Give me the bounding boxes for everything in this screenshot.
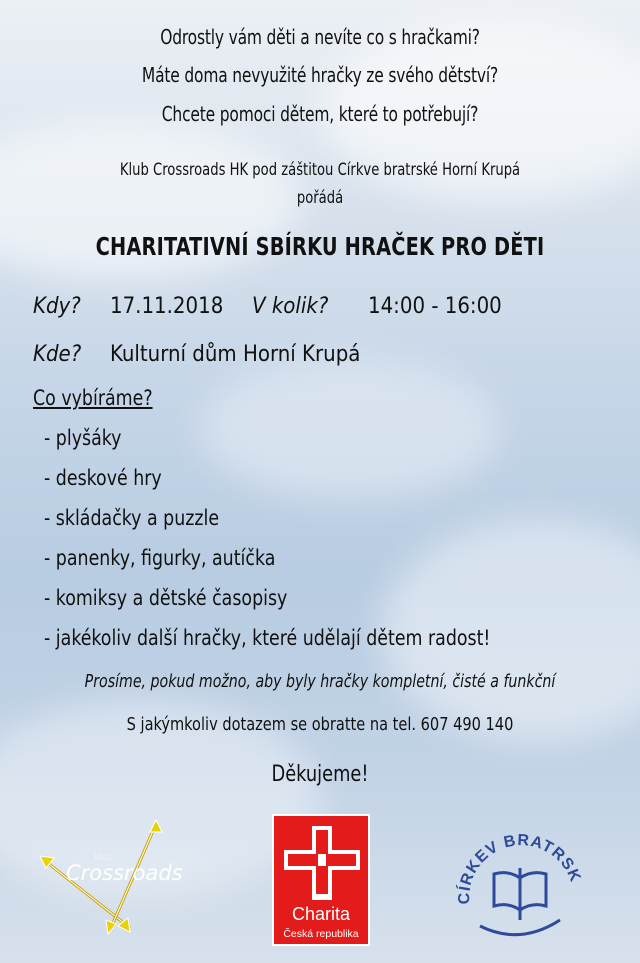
when-value: 17.11.2018 (110, 294, 224, 319)
charita-title: Charita (291, 904, 351, 924)
when-label: Kdy? (33, 294, 81, 319)
charita-cross-logo (274, 820, 368, 906)
intro-question-1: Odrostly vám děti a nevíte co s hračkami? (160, 25, 480, 49)
charita-subtitle: Česká republika (283, 928, 359, 940)
collect-item: - deskové hry (44, 466, 162, 491)
church-logo (450, 816, 590, 944)
open-book-logo (450, 816, 590, 944)
time-value: 14:00 - 16:00 (368, 294, 502, 319)
crossroads-name-text: Crossroads (66, 861, 183, 885)
crossroads-klub-text: klub (94, 853, 114, 863)
crossroads-cross-logo (22, 808, 222, 938)
collect-item: - plyšáky (44, 426, 122, 451)
intro-question-3: Chcete pomoci dětem, které to potřebují? (161, 102, 479, 126)
contact-text: S jakýmkoliv dotazem se obratte na tel. 607 490 140 (126, 714, 514, 735)
crossroads-logo (22, 808, 222, 938)
thanks-text: Děkujeme! (271, 762, 369, 787)
charita-logo (272, 814, 370, 946)
organizer-line: Klub Crossroads HK pod záštitou Církve bratrské Horní Krupá (119, 160, 521, 180)
collect-item: - skládačky a puzzle (44, 506, 220, 531)
where-label: Kde? (33, 342, 82, 367)
time-label: V kolik? (252, 294, 329, 319)
event-headline: CHARITATIVNÍ SBÍRKU HRAČEK PRO DĚTI (95, 232, 545, 261)
church-name-text: CÍRKEV BRATRSK (456, 832, 584, 905)
collect-item: - komiksy a dětské časopisy (44, 586, 288, 611)
organizer-verb: pořádá (296, 188, 344, 208)
intro-question-2: Máte doma nevyužité hračky ze svého dětství? (141, 63, 499, 87)
note-text: Prosíme, pokud možno, aby byly hračky kompletní, čisté a funkční (84, 672, 556, 692)
collect-item: - jakékoliv další hračky, které udělají dětem radost! (44, 626, 491, 651)
collect-item: - panenky, figurky, autíčka (44, 546, 276, 571)
collect-heading: Co vybíráme? (33, 386, 153, 411)
where-value: Kulturní dům Horní Krupá (110, 342, 361, 367)
